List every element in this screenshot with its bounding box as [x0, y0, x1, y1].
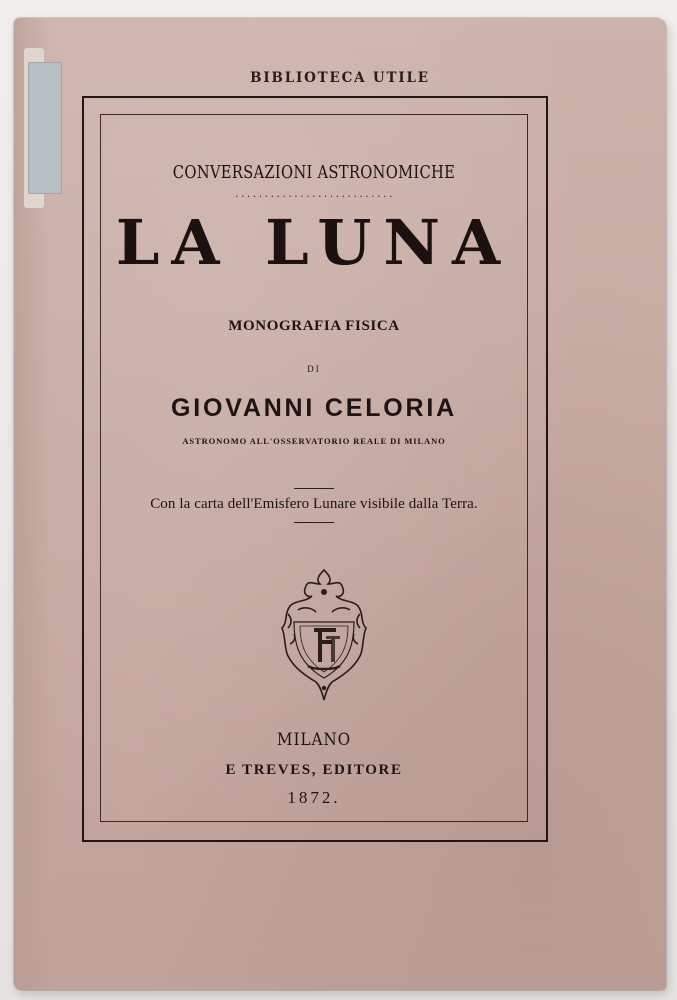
publisher-name: E TREVES, EDITORE [225, 762, 403, 778]
subtitle: CONVERSAZIONI ASTRONOMICHE [172, 162, 456, 183]
by-label: DI [307, 364, 321, 374]
dotted-separator: ........................... [234, 190, 394, 200]
monograph-label: MONOGRAFIA FISICA [228, 318, 400, 334]
book-title: LA LUNA [115, 206, 513, 279]
publisher-emblem-icon [278, 566, 370, 704]
author-role: ASTRONOMO ALL'OSSERVATORIO REALE DI MILANO [182, 436, 446, 446]
book-cover [14, 18, 666, 990]
rule-bottom [294, 522, 334, 523]
rule-top [294, 488, 334, 489]
series-title: BIBLIOTECA UTILE [250, 70, 430, 86]
title-page-content [100, 114, 528, 822]
publication-place: MILANO [276, 730, 352, 750]
publication-year: 1872. [287, 788, 341, 807]
map-note: Con la carta dell'Emisfero Lunare visibile dalla Terra. [150, 496, 478, 512]
author-name: GIOVANNI CELORIA [170, 394, 457, 422]
